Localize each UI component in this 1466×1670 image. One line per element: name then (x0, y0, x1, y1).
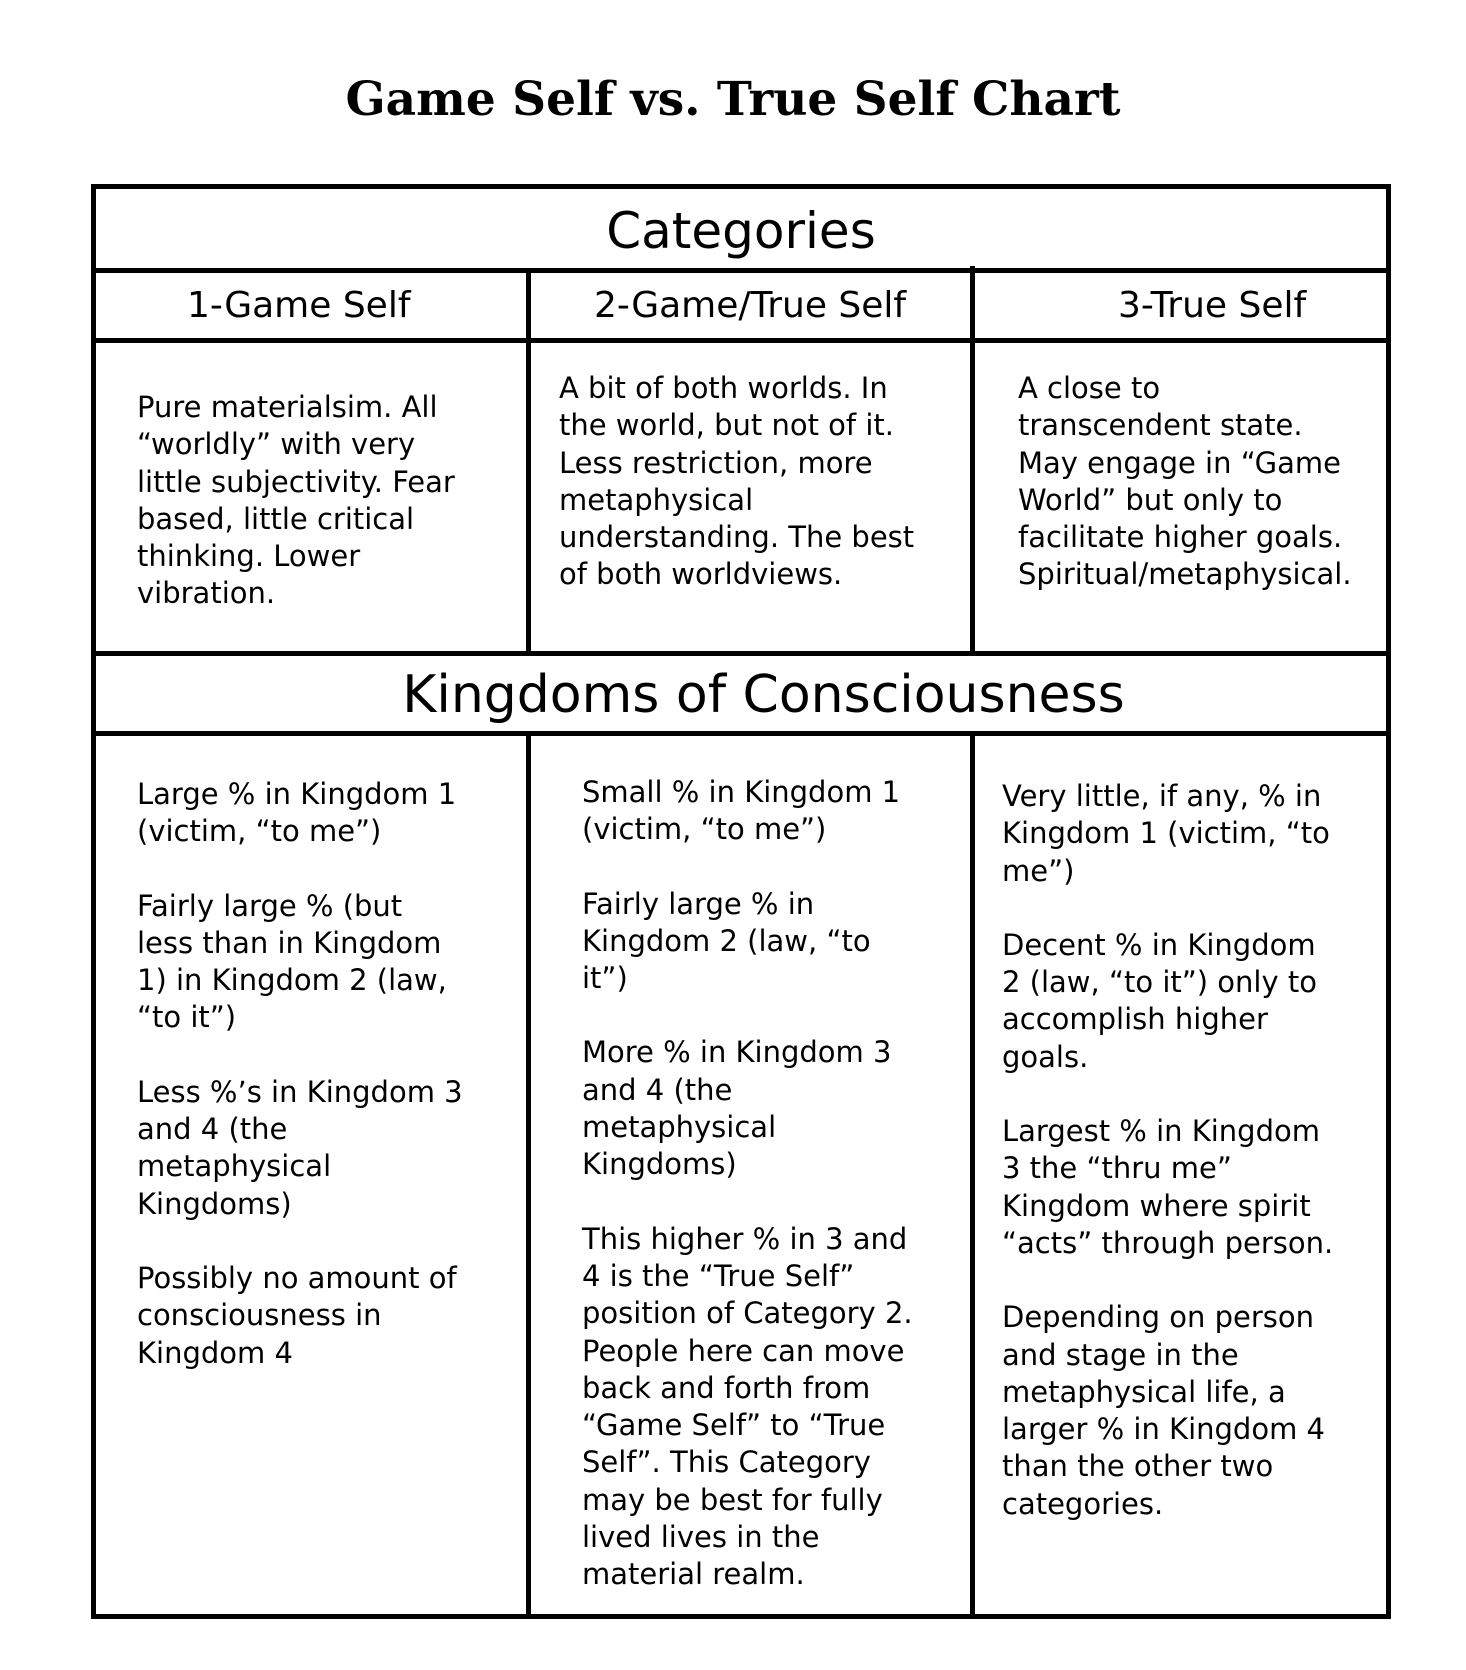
category-description-game-true-self: A bit of both worlds. In the world, but not of it. Less restriction, more metaphysical understanding. The best of both worldviews. (559, 371, 915, 592)
kingdoms-column-game-self (137, 776, 522, 1372)
list-item: Depending on person and stage in the metaphysical life, a larger % in Kingdom 4 than the other two categories. (1002, 1300, 1325, 1521)
column-divider-1-lower (526, 731, 531, 1619)
column-divider-1-upper (526, 268, 531, 656)
column-divider-2-lower (970, 731, 975, 1619)
divider-categories-bottom (91, 268, 1391, 273)
list-item: Less %’s in Kingdom 3 and 4 (the metaphysical Kingdoms) (137, 1074, 463, 1221)
divider-kingdoms-bottom (91, 731, 1391, 736)
column-header-true-self: 3-True Self (1118, 285, 1307, 326)
list-item: Largest % in Kingdom 3 the “thru me” Kingdom where spirit “acts” through person. (1002, 1114, 1334, 1260)
list-item: Large % in Kingdom 1 (victim, “to me”) (137, 777, 457, 849)
categories-heading: Categories (606, 202, 876, 260)
list-item: More % in Kingdom 3 and 4 (the metaphysical Kingdoms) (582, 1035, 892, 1182)
category-description-true-self: A close to transcendent state. May engage in “Game World” but only to facilitate higher goals. Spiritual/metaphysical. (1018, 371, 1352, 592)
kingdoms-column-game-true-self (582, 774, 967, 1594)
chart-title: Game Self vs. True Self Chart (345, 72, 1121, 127)
list-item: Small % in Kingdom 1 (victim, “to me”) (582, 775, 901, 847)
column-header-game-self: 1-Game Self (187, 285, 411, 326)
list-item: This higher % in 3 and 4 is the “True Self” position of Category 2. People here can move back and forth from “Game Self” to “True Self”. This Category may be best for fully lived lives in the material realm. (582, 1221, 913, 1592)
list-item: Fairly large % in Kingdom 2 (law, “to it”) (582, 886, 871, 996)
list-item: Decent % in Kingdom 2 (law, “to it”) only to accomplish higher goals. (1002, 927, 1317, 1074)
column-header-game-true-self: 2-Game/True Self (594, 285, 907, 326)
divider-column-headers-bottom (91, 338, 1391, 343)
kingdoms-column-true-self (1002, 778, 1387, 1523)
list-item: Very little, if any, % in Kingdom 1 (victim, “to me”) (1002, 779, 1330, 888)
category-description-game-self: Pure materialsim. All “worldly” with very little subjectivity. Fear based, little critical thinking. Lower vibration. (137, 390, 455, 611)
divider-kingdoms-top (91, 651, 1391, 656)
list-item: Fairly large % (but less than in Kingdom 1) in Kingdom 2 (law, “to it”) (137, 888, 447, 1035)
list-item: Possibly no amount of consciousness in Kingdom 4 (137, 1260, 457, 1370)
column-divider-2-upper (970, 266, 975, 656)
kingdoms-heading: Kingdoms of Consciousness (402, 665, 1125, 725)
